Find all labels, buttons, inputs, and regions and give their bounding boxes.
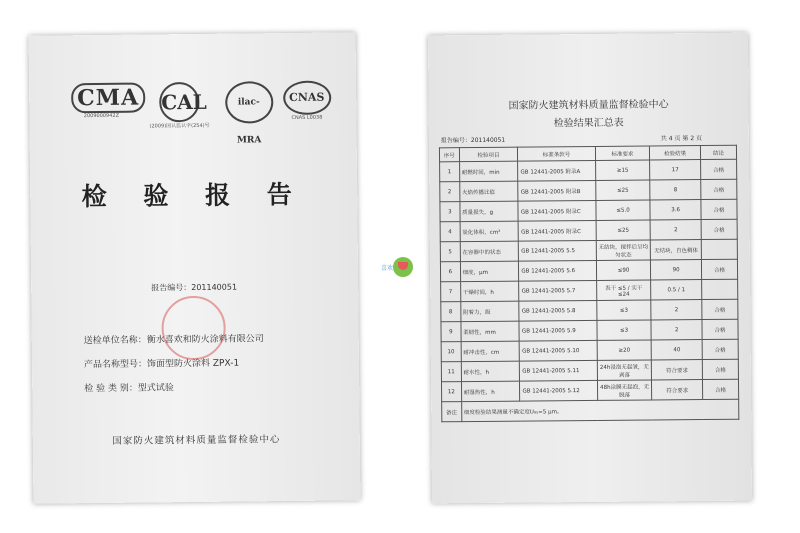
note-row: 备注 细度检验结果测量不确定度U₉₅=5 μm。 (442, 399, 739, 422)
results-subheader: 检验结果汇总表 (553, 117, 624, 130)
results-report-number: 报告编号：201140051 (440, 136, 506, 145)
issuer-name: 国家防火建筑材料质量监督检验中心 (112, 434, 281, 447)
table-row: 1 耐燃时间，min GB 12441-2005 附录A ≥15 17 合格 (440, 159, 737, 182)
report-number: 报告编号：201140051 (151, 282, 238, 293)
table-row: 2 火焰传播比值 GB 12441-2005 附录B ≤25 8 合格 (440, 179, 737, 202)
table-row: 6 细度，μm GB 12441-2005 5.6 ≤90 90 合格 (440, 259, 737, 282)
report-title: 检 验 报 告 (81, 179, 306, 212)
field-inspection-type: 检 验 类 别：型式试验 (84, 383, 174, 395)
table-row: 9 柔韧性，mm GB 12441-2005 5.9 ≤3 2 合格 (441, 319, 738, 342)
watermark-logo: 喜欢 (381, 255, 421, 281)
report-cover-page (29, 32, 361, 503)
table-row: 4 炭化体积，cm³ GB 12441-2005 附录C ≤25 2 合格 (440, 219, 737, 242)
results-table (439, 145, 739, 423)
cma-logo: CMA 2009000942Z (71, 83, 131, 120)
results-header: 国家防火建筑材料质量监督检验中心 (508, 99, 669, 112)
results-summary-page (428, 33, 752, 504)
official-seal-stamp (161, 296, 226, 361)
table-header-row: 序号 检验项目 标准条款号 标准要求 检验结果 结论 (439, 145, 736, 162)
table-row: 11 耐水性，h GB 12441-2005 5.11 24h浸泡无起皱，无剥落 符合要求 合格 (441, 359, 738, 382)
table-row: 8 附着力，级 GB 12441-2005 5.8 ≤3 2 合格 (441, 299, 738, 322)
field-product: 产品名称型号：饰面型防火涂料 ZPX-1 (83, 358, 240, 371)
certification-logos (71, 81, 332, 146)
table-row: 3 质量损失，g GB 12441-2005 附录C ≤5.0 3.6 合格 (440, 199, 737, 222)
field-submitter: 送检单位名称：衡水喜欢和防火涂料有限公司 (83, 334, 264, 347)
cal-logo: CAL (2009)国认监认字(254)号 (149, 82, 209, 130)
table-row: 12 耐湿热性，h GB 12441-2005 5.12 48h涂膜无起泡，无脱落 符合要求 合格 (441, 379, 738, 402)
cnas-logo: CNAS CNAS L0038 (279, 81, 334, 122)
table-row: 7 干燥时间，h GB 12441-2005 5.7 表干 ≤5 / 实干 ≤24 0.5 / 1 (441, 279, 738, 302)
table-row: 10 耐冲击性，cm GB 12441-2005 5.10 ≥20 40 合格 (441, 339, 738, 362)
table-row: 5 在容器中的状态 GB 12441-2005 5.5 无结块，搅拌后呈均匀状态 无结块，自色稠体 (440, 239, 737, 262)
ilac-logo: ilac-MRA (221, 81, 277, 147)
page-info: 共 4 页 第 2 页 (660, 135, 703, 143)
